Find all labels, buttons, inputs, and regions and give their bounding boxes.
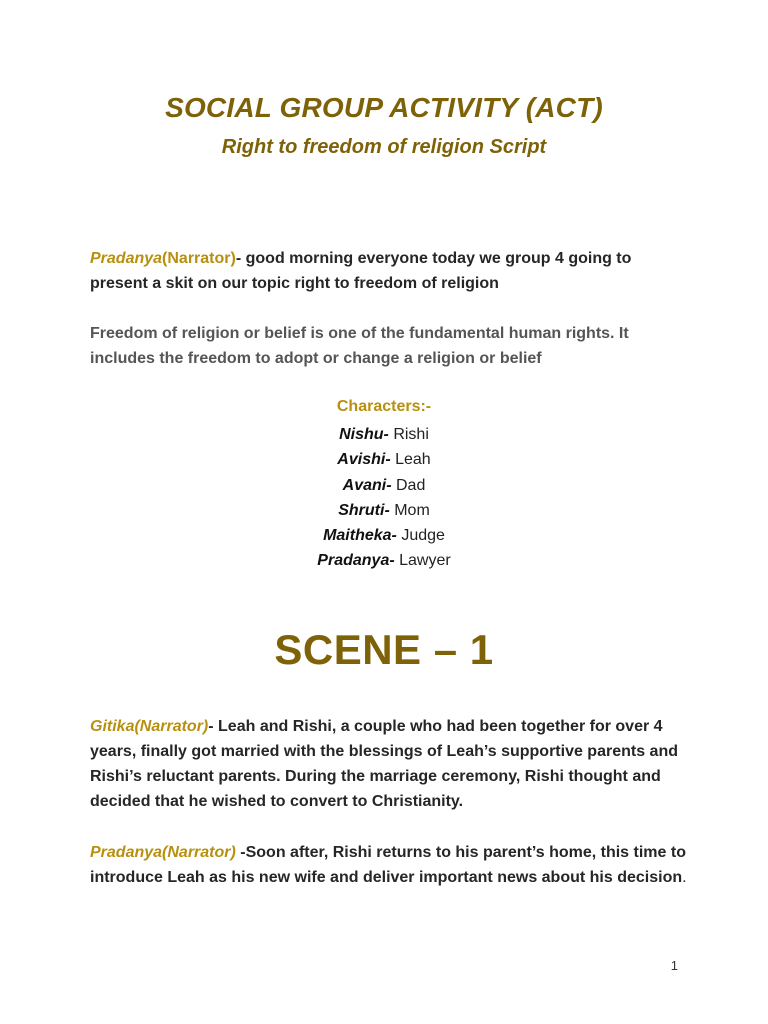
scene-paragraph-speaker: Gitika(Narrator) (90, 718, 209, 735)
character-actor: Avani- (342, 476, 392, 494)
document-title: SOCIAL GROUP ACTIVITY (ACT) (165, 92, 603, 123)
character-actor: Avishi- (337, 451, 391, 469)
character-item (0, 548, 768, 573)
intro-speaker-name: Pradanya (90, 250, 163, 267)
character-actor: Maitheka- (323, 527, 397, 545)
scene-paragraph-1 (90, 714, 690, 814)
scene-heading: SCENE – 1 (274, 626, 494, 673)
scene-paragraph-speaker: Pradanya(Narrator) (90, 844, 236, 861)
character-actor: Nishu- (339, 426, 389, 443)
scene-paragraph-text: -Soon after, Rishi returns to his parent’s home, this time to introduce Leah as his new wife and deliver important news about his decision (90, 844, 686, 886)
intro-text: - good morning everyone today we group 4 going to present a skit on our topic right to freedom of religion (90, 250, 632, 292)
character-actor: Shruti- (338, 501, 390, 519)
character-actor: Pradanya- (317, 552, 395, 570)
character-role: Lawyer (394, 552, 451, 570)
character-item (0, 422, 768, 447)
character-role: Mom (389, 501, 430, 519)
page-number: 1 (670, 958, 678, 973)
character-role: Judge (396, 527, 445, 545)
scene-paragraph-2 (90, 840, 690, 890)
characters-list (0, 422, 768, 574)
character-item (0, 447, 768, 472)
character-role: Leah (390, 451, 431, 469)
scene-paragraph-trailing: . (682, 869, 687, 886)
scene-paragraph-text: - Leah and Rishi, a couple who had been together for over 4 years, finally got married with the blessings of Leah’s supportive parents and Rishi’s reluctant parents. During the marriage ceremony, Rishi thought and decided that he wished to convert to Christianity. (90, 718, 678, 810)
characters-heading: Characters:- (336, 398, 432, 415)
character-role: Rishi (388, 426, 429, 443)
character-item (0, 498, 768, 523)
intro-paragraph (90, 246, 690, 296)
document-subtitle: Right to freedom of religion Script (221, 136, 547, 158)
character-role: Dad (391, 476, 426, 494)
character-item (0, 523, 768, 548)
character-item (0, 473, 768, 498)
definition-paragraph: Freedom of religion or belief is one of the fundamental human rights. It includes the freedom to adopt or change a religion or belief (90, 325, 629, 367)
intro-speaker-role: (Narrator) (162, 250, 236, 267)
